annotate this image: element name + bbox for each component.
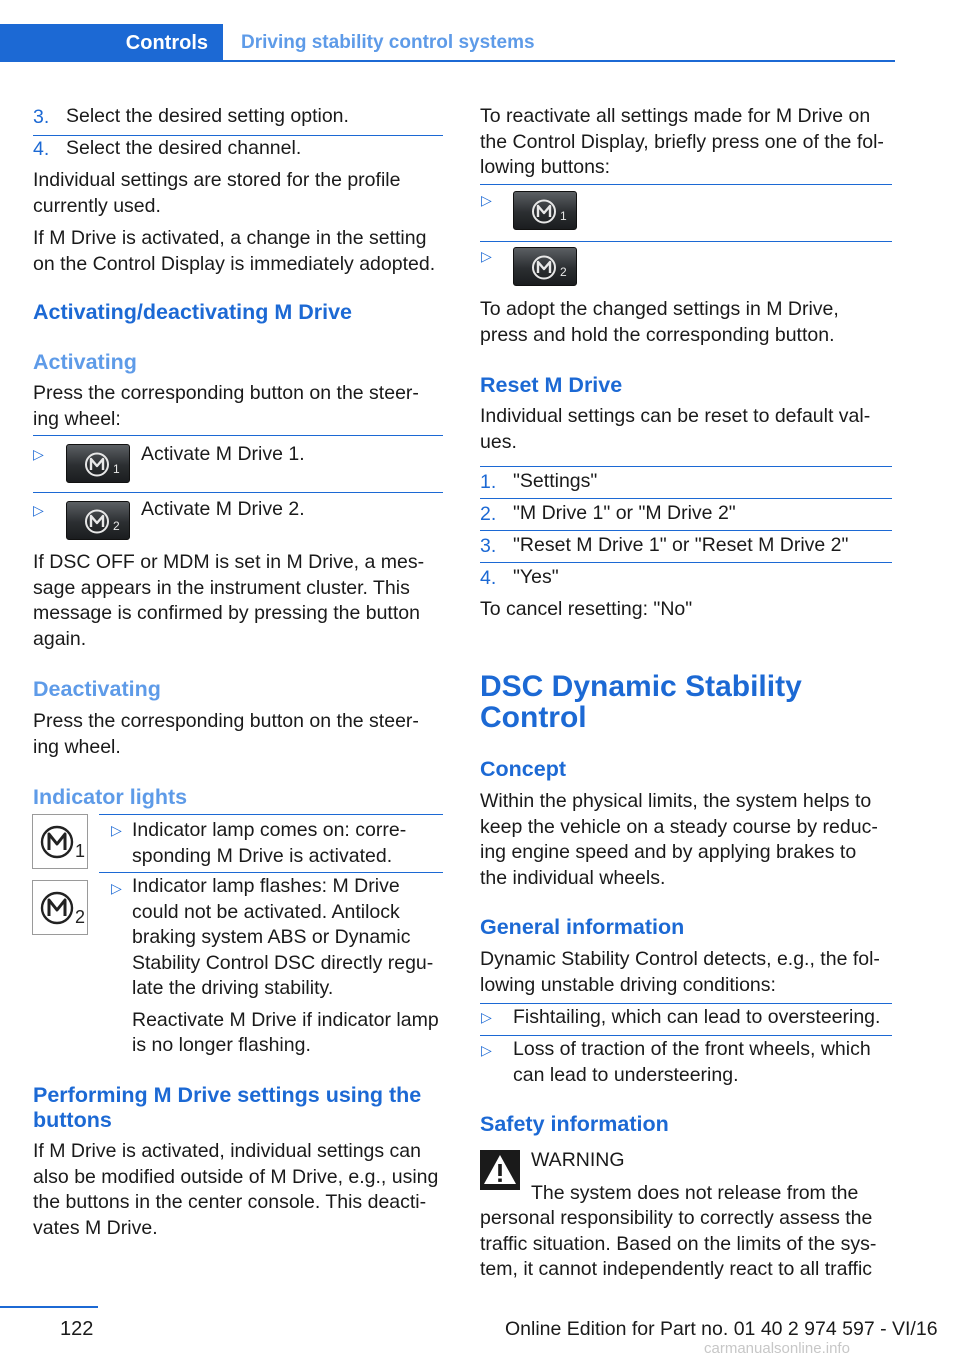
m-drive-2-button-icon bbox=[66, 501, 130, 540]
text-line: braking system ABS or Dynamic bbox=[132, 926, 411, 948]
bullet-icon: ▷ bbox=[33, 502, 44, 518]
divider bbox=[480, 184, 892, 185]
text-line: Loss of traction of the front wheels, which bbox=[513, 1038, 871, 1060]
paragraph bbox=[480, 404, 870, 455]
list-item-text: Activate M Drive 1. bbox=[141, 443, 305, 465]
text-line: Control bbox=[480, 701, 587, 734]
text-line: The system does not release from the bbox=[531, 1182, 859, 1204]
warning-label: WARNING bbox=[531, 1149, 625, 1171]
section-tab[interactable] bbox=[0, 24, 223, 62]
button-sub-label: 2 bbox=[113, 519, 120, 533]
step-number: 2. bbox=[480, 503, 497, 525]
paragraph bbox=[33, 226, 435, 277]
list-item-text: Fishtailing, which can lead to oversteering. bbox=[513, 1006, 881, 1028]
text-line: buttons bbox=[33, 1108, 112, 1132]
step-text: "Reset M Drive 1" or "Reset M Drive 2" bbox=[513, 534, 849, 556]
list-item-text bbox=[513, 1037, 871, 1088]
text-line: ing wheel. bbox=[33, 735, 121, 758]
text-line: Individual settings can be reset to default val‐ bbox=[480, 405, 871, 427]
bullet-icon: ▷ bbox=[481, 1042, 492, 1058]
footer-rule bbox=[0, 1306, 98, 1308]
text-line: lowing unstable driving conditions: bbox=[480, 973, 776, 996]
heading-activating: Activating bbox=[33, 350, 137, 374]
text-line: the individual wheels. bbox=[480, 866, 666, 889]
m-logo-icon bbox=[67, 445, 131, 484]
header-rule bbox=[223, 60, 895, 62]
text-line: could not be activated. Antilock bbox=[132, 900, 400, 923]
text-line: vates M Drive. bbox=[33, 1216, 158, 1239]
text-line: Indicator lamp flashes: M Drive bbox=[132, 875, 400, 897]
text-line: again. bbox=[33, 627, 87, 650]
watermark: carmanualsonline.info bbox=[704, 1340, 850, 1357]
divider bbox=[480, 562, 892, 563]
button-sub-label: 1 bbox=[560, 209, 567, 223]
text-line: Indicator lamp comes on: corre‐ bbox=[132, 819, 407, 841]
divider bbox=[33, 492, 443, 493]
divider bbox=[480, 530, 892, 531]
divider bbox=[99, 872, 443, 873]
m-drive-1-button-icon bbox=[66, 444, 130, 483]
divider bbox=[480, 241, 892, 242]
heading-deactivating: Deactivating bbox=[33, 677, 161, 701]
list-item-text bbox=[132, 818, 406, 869]
text-line: ues. bbox=[480, 430, 517, 453]
paragraph bbox=[480, 1206, 876, 1283]
heading-safety-information: Safety information bbox=[480, 1112, 669, 1136]
text-line: Within the physical limits, the system helps to bbox=[480, 790, 872, 812]
lamp-sub-label: 2 bbox=[75, 907, 86, 927]
text-line: Reactivate M Drive if indicator lamp bbox=[132, 1008, 439, 1031]
heading-performing-settings bbox=[33, 1083, 421, 1133]
list-item-text bbox=[132, 874, 439, 1059]
text-line: If DSC OFF or MDM is set in M Drive, a mes‐ bbox=[33, 551, 425, 573]
divider bbox=[480, 466, 892, 467]
bullet-icon: ▷ bbox=[481, 1009, 492, 1025]
m-drive-1-indicator-icon bbox=[32, 814, 88, 869]
text-line: also be modified outside of M Drive, e.g., using bbox=[33, 1165, 439, 1188]
step-number: 4. bbox=[480, 567, 497, 589]
text-line: Performing M Drive settings using the bbox=[33, 1083, 422, 1107]
button-sub-label: 2 bbox=[560, 265, 567, 279]
text-line: lowing buttons: bbox=[480, 156, 611, 178]
m-logo-icon bbox=[514, 248, 578, 287]
lamp-sub-label: 1 bbox=[75, 841, 86, 861]
divider bbox=[480, 1003, 892, 1004]
m-drive-2-button-icon bbox=[513, 247, 577, 286]
divider bbox=[33, 435, 443, 436]
text-line: Press the corresponding button on the steer‐ bbox=[33, 382, 419, 404]
step-text: Select the desired setting option. bbox=[66, 105, 349, 127]
edition-info: Online Edition for Part no. 01 40 2 974 597 - VI/16 bbox=[505, 1318, 938, 1340]
step-text: "Yes" bbox=[513, 566, 559, 588]
warning-triangle-icon bbox=[480, 1150, 520, 1190]
paragraph bbox=[480, 297, 839, 348]
bullet-icon: ▷ bbox=[481, 248, 492, 264]
step-number: 3. bbox=[33, 106, 50, 128]
step-text: "M Drive 1" or "M Drive 2" bbox=[513, 502, 736, 524]
text-line: ing engine speed and by applying brakes to bbox=[480, 841, 857, 863]
divider bbox=[99, 814, 443, 815]
paragraph bbox=[33, 381, 419, 432]
m-drive-2-indicator-icon bbox=[32, 880, 88, 935]
chapter-title: Driving stability control systems bbox=[241, 32, 535, 53]
button-sub-label: 1 bbox=[113, 462, 120, 476]
bullet-icon: ▷ bbox=[111, 880, 122, 896]
heading-general-information: General information bbox=[480, 915, 685, 939]
heading-activating-deactivating: Activating/deactivating M Drive bbox=[33, 300, 352, 324]
text-line: the buttons in the center console. This deacti‐ bbox=[33, 1191, 427, 1213]
text-line: sage appears in the instrument cluster. This bbox=[33, 576, 410, 599]
m-logo-icon bbox=[514, 192, 578, 231]
text-line: ing wheel: bbox=[33, 407, 121, 430]
text-line: personal responsibility to correctly assess the bbox=[480, 1207, 873, 1229]
paragraph bbox=[33, 1139, 438, 1241]
text-line: To reactivate all settings made for M Drive on bbox=[480, 105, 871, 127]
step-number: 4. bbox=[33, 138, 50, 160]
text-line: late the driving stability. bbox=[132, 977, 334, 999]
text-line: Dynamic Stability Control detects, e.g., the fol‐ bbox=[480, 948, 880, 970]
paragraph bbox=[33, 550, 424, 652]
text-line: currently used. bbox=[33, 194, 161, 217]
heading-dsc bbox=[480, 671, 802, 733]
text-line: Individual settings are stored for the profile bbox=[33, 169, 401, 191]
heading-concept: Concept bbox=[480, 757, 566, 781]
m-logo-icon bbox=[67, 502, 131, 541]
text-line: message is confirmed by pressing the button bbox=[33, 602, 420, 624]
divider bbox=[480, 498, 892, 499]
section-label: Controls bbox=[125, 31, 208, 54]
paragraph bbox=[33, 709, 419, 760]
heading-indicator-lights: Indicator lights bbox=[33, 785, 188, 809]
text-line: Stability Control DSC directly regu‐ bbox=[132, 951, 434, 974]
text-line: DSC Dynamic Stability bbox=[480, 670, 802, 703]
paragraph bbox=[480, 789, 878, 891]
step-text: Select the desired channel. bbox=[66, 137, 302, 159]
text-line: If M Drive is activated, a change in the setting bbox=[33, 227, 427, 249]
paragraph bbox=[480, 947, 880, 998]
bullet-icon: ▷ bbox=[481, 192, 492, 208]
text-line: press and hold the corresponding button. bbox=[480, 323, 835, 346]
text-line: To adopt the changed settings in M Drive, bbox=[480, 298, 839, 320]
text-line: traffic situation. Based on the limits of the sys‐ bbox=[480, 1232, 877, 1255]
text-line: is no longer flashing. bbox=[132, 1034, 311, 1056]
text-line: sponding M Drive is activated. bbox=[132, 844, 393, 867]
text-line: tem, it cannot independently react to all traffic bbox=[480, 1258, 873, 1280]
paragraph bbox=[480, 104, 884, 181]
step-number: 3. bbox=[480, 535, 497, 557]
text-line: the Control Display, briefly press one of the fol‐ bbox=[480, 130, 884, 153]
step-text: "Settings" bbox=[513, 470, 598, 492]
paragraph: To cancel resetting: "No" bbox=[480, 598, 693, 620]
page-number: 122 bbox=[60, 1318, 94, 1340]
heading-reset-m-drive: Reset M Drive bbox=[480, 373, 623, 397]
bullet-icon: ▷ bbox=[33, 446, 44, 462]
bullet-icon: ▷ bbox=[111, 822, 122, 838]
text-line: on the Control Display is immediately adopted. bbox=[33, 252, 436, 275]
step-number: 1. bbox=[480, 471, 497, 493]
m-drive-1-button-icon bbox=[513, 191, 577, 230]
list-item-text: Activate M Drive 2. bbox=[141, 498, 305, 520]
text-line: Press the corresponding button on the steer‐ bbox=[33, 710, 419, 732]
text-line: can lead to understeering. bbox=[513, 1063, 739, 1086]
divider bbox=[480, 1035, 892, 1036]
text-line: If M Drive is activated, individual settings can bbox=[33, 1140, 422, 1162]
text-line: keep the vehicle on a steady course by reduc‐ bbox=[480, 815, 878, 838]
paragraph bbox=[33, 168, 400, 219]
